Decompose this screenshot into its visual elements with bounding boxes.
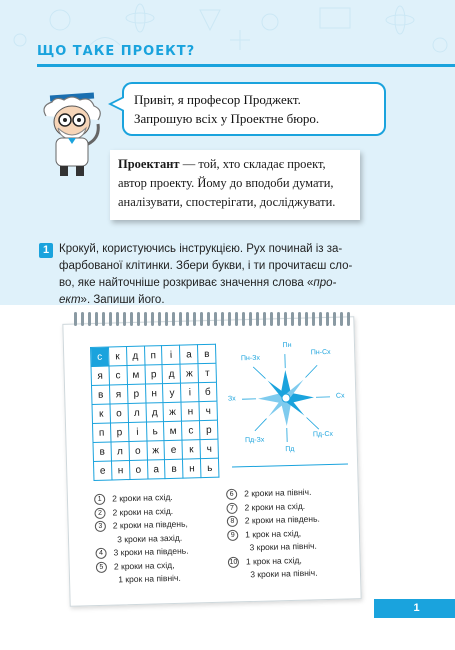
step-text: 3 кроки на південь. (113, 545, 189, 558)
spiral-ring (81, 312, 84, 326)
spiral-ring (347, 312, 350, 326)
task-word-italic-2: ект (59, 294, 81, 306)
grid-cell: с (182, 421, 200, 440)
spiral-ring (130, 312, 133, 326)
grid-cell: ж (163, 402, 181, 421)
step-text: 2 кроки на південь. (244, 513, 320, 526)
grid-cell: ь (146, 422, 164, 441)
spiral-ring (116, 312, 119, 326)
step-number: 3 (95, 521, 106, 532)
step-text-continued: 3 кроки на північ. (249, 540, 317, 553)
spiral-ring (186, 312, 189, 326)
step-item (95, 518, 189, 547)
grid-cell: ч (199, 401, 217, 420)
compass-north-label: Пн (282, 341, 292, 350)
grid-cell: н (183, 459, 201, 478)
spiral-ring (172, 312, 175, 326)
task-line-1: Крокуй, користуючись інструкцією. Рух починай із за- (59, 243, 343, 255)
task-word-italic-1: про- (313, 277, 337, 289)
step-item (228, 553, 322, 582)
step-text: 2 кроки на схід, (113, 559, 175, 572)
grid-cell: і (181, 383, 199, 402)
page-title: ЩО ТАКЕ ПРОЕКТ? (37, 44, 196, 59)
notebook-spiral (72, 312, 354, 328)
step-number: 6 (226, 489, 237, 500)
spiral-ring (312, 312, 315, 326)
spiral-ring (326, 312, 329, 326)
grid-cell: я (91, 366, 109, 385)
step-item (96, 558, 190, 587)
step-text: 2 кроки на схід. (244, 500, 306, 513)
step-number: 4 (95, 548, 106, 559)
grid-cell: і (162, 345, 180, 364)
spiral-ring (333, 312, 336, 326)
grid-cell: н (181, 402, 199, 421)
grid-cell: к (92, 404, 110, 423)
spiral-ring (74, 312, 77, 326)
task-line-4: ». Запиши його. (80, 294, 165, 306)
spiral-ring (263, 312, 266, 326)
grid-cell: р (110, 423, 128, 442)
spiral-ring (256, 312, 259, 326)
grid-cell: р (127, 384, 145, 403)
step-text: 2 кроки на схід. (112, 491, 173, 504)
grid-cell: к (108, 347, 126, 366)
step-number: 1 (94, 494, 105, 505)
spiral-ring (179, 312, 182, 326)
bubble-line-2: Запрошую всіх у Проектне бюро. (134, 111, 320, 126)
grid-cell: т (198, 363, 216, 382)
step-number: 7 (226, 502, 237, 513)
task-line-3: во, яке найточніше розкриває значення слова « (59, 277, 314, 289)
definition-term: Проектант (118, 157, 180, 171)
step-text: 2 кроки на південь, (112, 518, 188, 531)
spiral-ring (95, 312, 98, 326)
spiral-ring (214, 312, 217, 326)
spiral-ring (249, 312, 252, 326)
bubble-line-1: Привіт, я професор Проджект. (134, 92, 301, 107)
compass-northwest-label: Пн-Зх (240, 354, 261, 363)
grid-cell: а (180, 345, 198, 364)
grid-row (93, 458, 218, 480)
grid-cell: я (109, 385, 127, 404)
grid-cell: д (146, 403, 164, 422)
definition-text-1: — той, хто складає проект, (179, 157, 326, 171)
science-pattern-decoration (0, 0, 455, 80)
task-number-badge: 1 (39, 243, 53, 258)
grid-cell: р (145, 365, 163, 384)
step-number: 8 (227, 516, 238, 527)
grid-cell: п (144, 346, 162, 365)
step-number: 2 (94, 507, 105, 518)
grid-cell: е (164, 440, 182, 459)
speech-bubble-tail-fill (112, 98, 124, 110)
spiral-ring (228, 312, 231, 326)
spiral-ring (102, 312, 105, 326)
spiral-ring (151, 312, 154, 326)
spiral-ring (319, 312, 322, 326)
page-number: 1 (374, 599, 455, 618)
task-line-2: фарбованої клітинки. Збери букви, і ти прочитаєш сло- (59, 260, 353, 272)
grid-cell: н (145, 384, 163, 403)
grid-cell: н (111, 461, 129, 480)
step-text-continued: 3 кроки на захід. (117, 532, 183, 544)
grid-cell: в (198, 344, 216, 363)
professor-illustration (36, 86, 108, 182)
compass-rose (227, 338, 350, 456)
spiral-ring (298, 312, 301, 326)
step-text-continued: 1 крок на північ. (118, 572, 181, 585)
compass-southwest-label: Пд-Зх (245, 436, 265, 445)
spiral-ring (109, 312, 112, 326)
grid-cell: с (91, 347, 109, 366)
grid-cell: ь (201, 458, 219, 477)
grid-cell: б (199, 382, 217, 401)
grid-cell: о (129, 460, 147, 479)
compass-northeast-label: Пн-Сх (310, 348, 331, 357)
spiral-ring (270, 312, 273, 326)
letter-grid (90, 344, 219, 481)
grid-cell: л (111, 442, 129, 461)
spiral-ring (277, 312, 280, 326)
grid-cell: о (110, 404, 128, 423)
spiral-ring (284, 312, 287, 326)
grid-cell: ж (180, 364, 198, 383)
grid-cell: о (129, 441, 147, 460)
definition-text-3: аналізувати, спостерігати, досліджувати. (118, 195, 336, 209)
compass-east-label: Сх (335, 392, 345, 400)
spiral-ring (235, 312, 238, 326)
grid-cell: ж (147, 441, 165, 460)
compass-southeast-label: Пд-Сх (312, 430, 334, 439)
speech-bubble (122, 82, 386, 136)
grid-cell: л (128, 403, 146, 422)
grid-cell: е (93, 461, 111, 480)
spiral-ring (123, 312, 126, 326)
spiral-ring (291, 312, 294, 326)
spiral-ring (305, 312, 308, 326)
step-text: 2 кроки на північ. (244, 486, 312, 499)
grid-cell: в (165, 459, 183, 478)
grid-cell: п (93, 423, 111, 442)
spiral-ring (144, 312, 147, 326)
step-number: 9 (227, 529, 238, 540)
grid-cell: в (93, 442, 111, 461)
spiral-ring (193, 312, 196, 326)
task-instructions (59, 241, 399, 309)
grid-cell: а (147, 460, 165, 479)
grid-cell: м (164, 421, 182, 440)
spiral-ring (88, 312, 91, 326)
spiral-ring (158, 312, 161, 326)
grid-cell: у (163, 383, 181, 402)
spiral-ring (340, 312, 343, 326)
step-item (227, 526, 321, 555)
step-text: 1 крок на схід, (245, 527, 302, 540)
compass-south-label: Пд (285, 445, 295, 454)
spiral-ring (200, 312, 203, 326)
definition-text-2: автор проекту. Йому до вподоби думати, (118, 176, 334, 190)
spiral-ring (207, 312, 210, 326)
spiral-ring (137, 312, 140, 326)
compass-west-label: Зх (227, 395, 236, 403)
grid-cell: д (162, 364, 180, 383)
grid-cell: д (126, 346, 144, 365)
steps-list-right (226, 486, 321, 583)
grid-cell: ч (200, 439, 218, 458)
step-text: 1 крок на схід, (245, 554, 302, 567)
spiral-ring (242, 312, 245, 326)
grid-cell: р (200, 420, 218, 439)
definition-note (110, 150, 360, 220)
spiral-ring (221, 312, 224, 326)
step-text-continued: 3 кроки на північ. (250, 567, 318, 580)
title-underline (37, 64, 455, 67)
step-text: 2 кроки на схід. (112, 505, 174, 518)
spiral-ring (165, 312, 168, 326)
grid-cell: і (128, 422, 146, 441)
grid-cell: в (92, 385, 110, 404)
grid-cell: м (127, 365, 145, 384)
step-number: 5 (96, 561, 107, 572)
grid-cell: к (182, 440, 200, 459)
steps-list-left (94, 491, 189, 588)
grid-cell: с (109, 366, 127, 385)
step-number: 10 (228, 556, 239, 567)
